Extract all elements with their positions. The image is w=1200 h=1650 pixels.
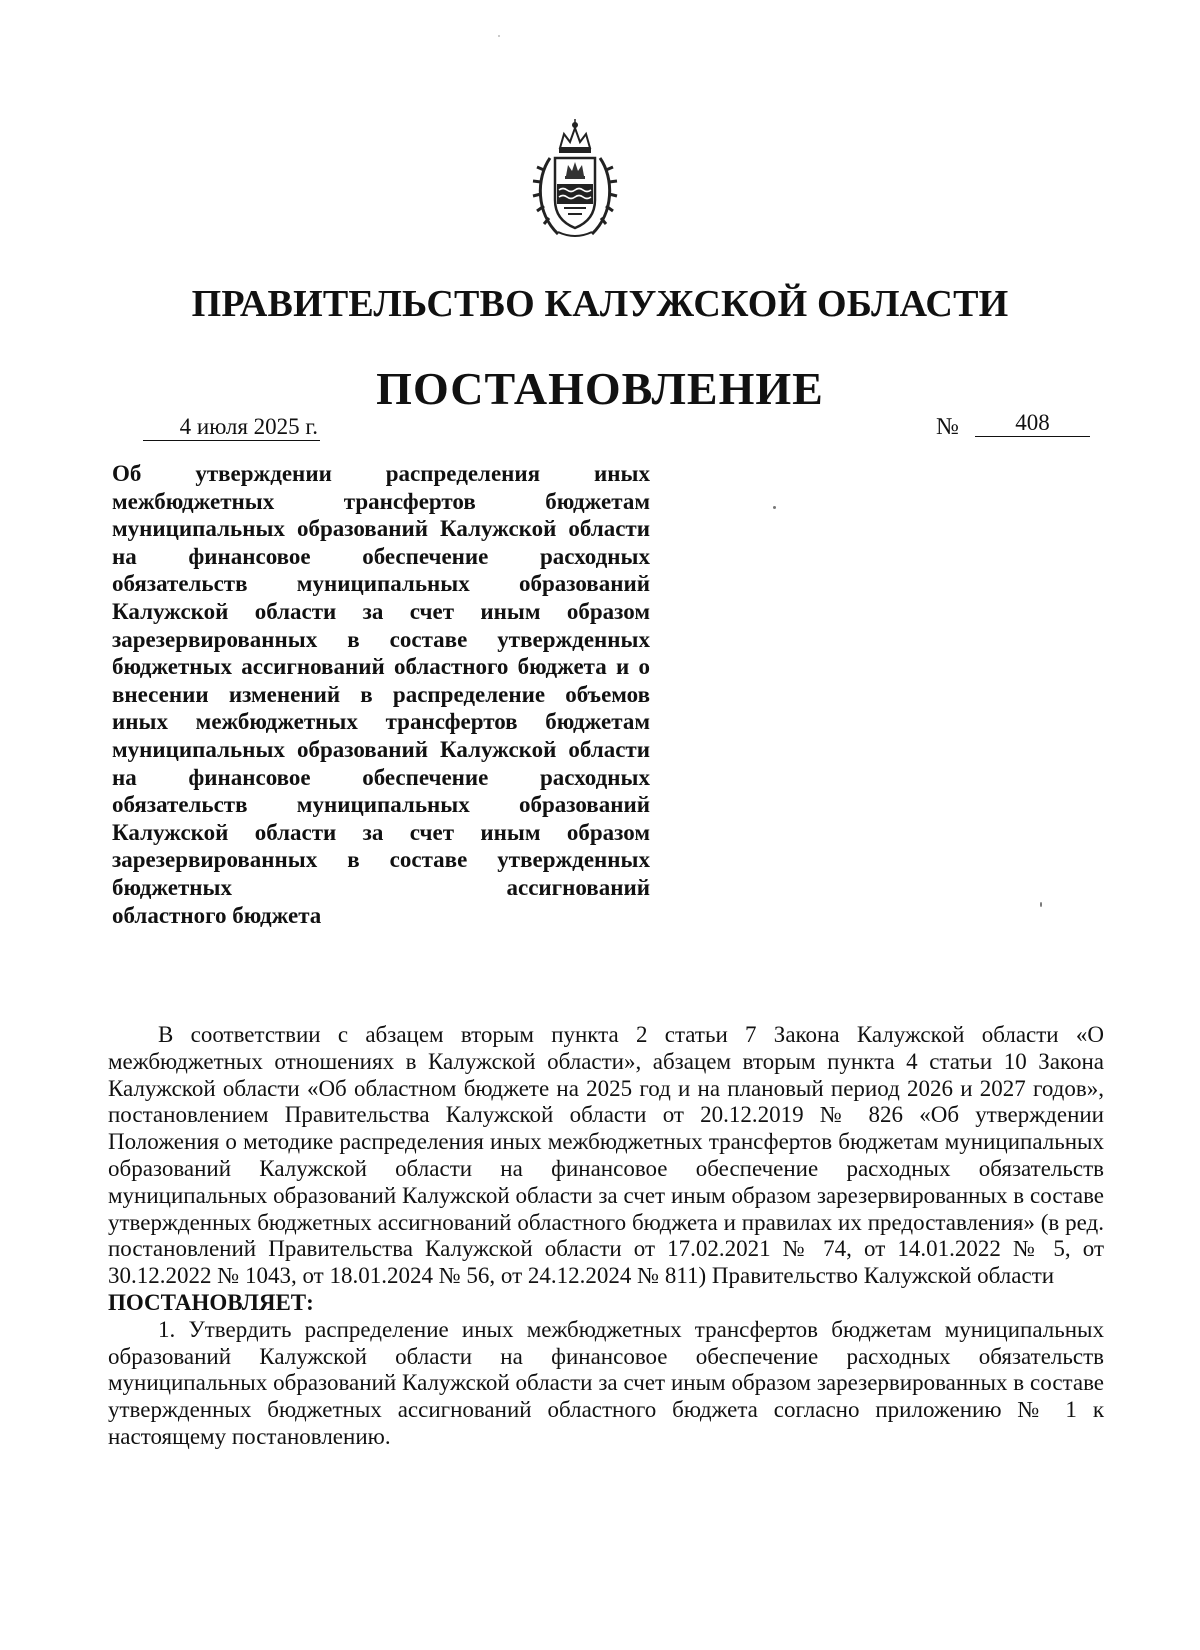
scan-speck xyxy=(1040,902,1042,907)
preamble-paragraph: В соответствии с абзацем вторым пункта 2 статьи 7 Закона Калужской области «О межбюджетных отношениях в Калужской области», абзацем вторым пункта 4 статьи 10 Закона Калужской области «Об областном бюджете на 2025 год и на плановый период 2026 и 2027 годов», постановлением Правительства Калужской области от 20.12.2019 № 826 «Об утверждении Положения о методике распределения иных межбюджетных трансфертов бюджетам муниципальных образований Калужской области на финансовое обеспечение расходных обязательств муниципальных образований Калужской области за счет иным образом зарезервированных в составе утвержденных бюджетных ассигнований областного бюджета и правилах их предоставления» (в ред. постановлений Правительства Калужской области от 17.02.2021 № 74, от 14.01.2022 № 5, от 30.12.2022 № 1043, от 18.01.2024 № 56, от 24.12.2024 № 811) Правительство Калужской области xyxy=(108,1022,1104,1289)
document-subject xyxy=(112,460,650,929)
kaluga-coat-of-arms-icon xyxy=(528,118,622,242)
subject-text: Об утверждении распределения иных межбюджетных трансфертов бюджетам муниципальных образований Калужской области на финансовое обеспечение расходных обязательств муниципальных образований Калужской области за счет иным образом зарезервированных в составе утвержденных бюджетных ассигнований областного бюджета и о внесении изменений в распределение объемов иных межбюджетных трансфертов бюджетам муниципальных образований Калужской области на финансовое обеспечение расходных обязательств муниципальных образований Калужской области за счет иным образом зарезервированных в составе утвержденных бюджетных ассигнований xyxy=(112,461,650,900)
document-type: ПОСТАНОВЛЕНИЕ xyxy=(376,363,824,414)
document-date: 4 июля 2025 г. xyxy=(143,414,320,441)
decree-word: ПОСТАНОВЛЯЕТ: xyxy=(108,1289,314,1315)
document-number: 408 xyxy=(975,410,1090,437)
number-label: № xyxy=(936,414,959,440)
document-body xyxy=(108,1022,1104,1451)
scan-speck xyxy=(498,35,500,37)
authority-title: ПРАВИТЕЛЬСТВО КАЛУЖСКОЙ ОБЛАСТИ xyxy=(191,283,1009,325)
item-1-paragraph: 1. Утвердить распределение иных межбюджетных трансфертов бюджетам муниципальных образований Калужской области на финансовое обеспечение расходных обязательств муниципальных образований Калужской области за счет иным образом зарезервированных в составе утвержденных бюджетных ассигнований областного бюджета согласно приложению № 1 к настоящему постановлению. xyxy=(108,1316,1104,1449)
scan-speck xyxy=(773,506,776,509)
subject-last-line: областного бюджета xyxy=(112,902,322,928)
